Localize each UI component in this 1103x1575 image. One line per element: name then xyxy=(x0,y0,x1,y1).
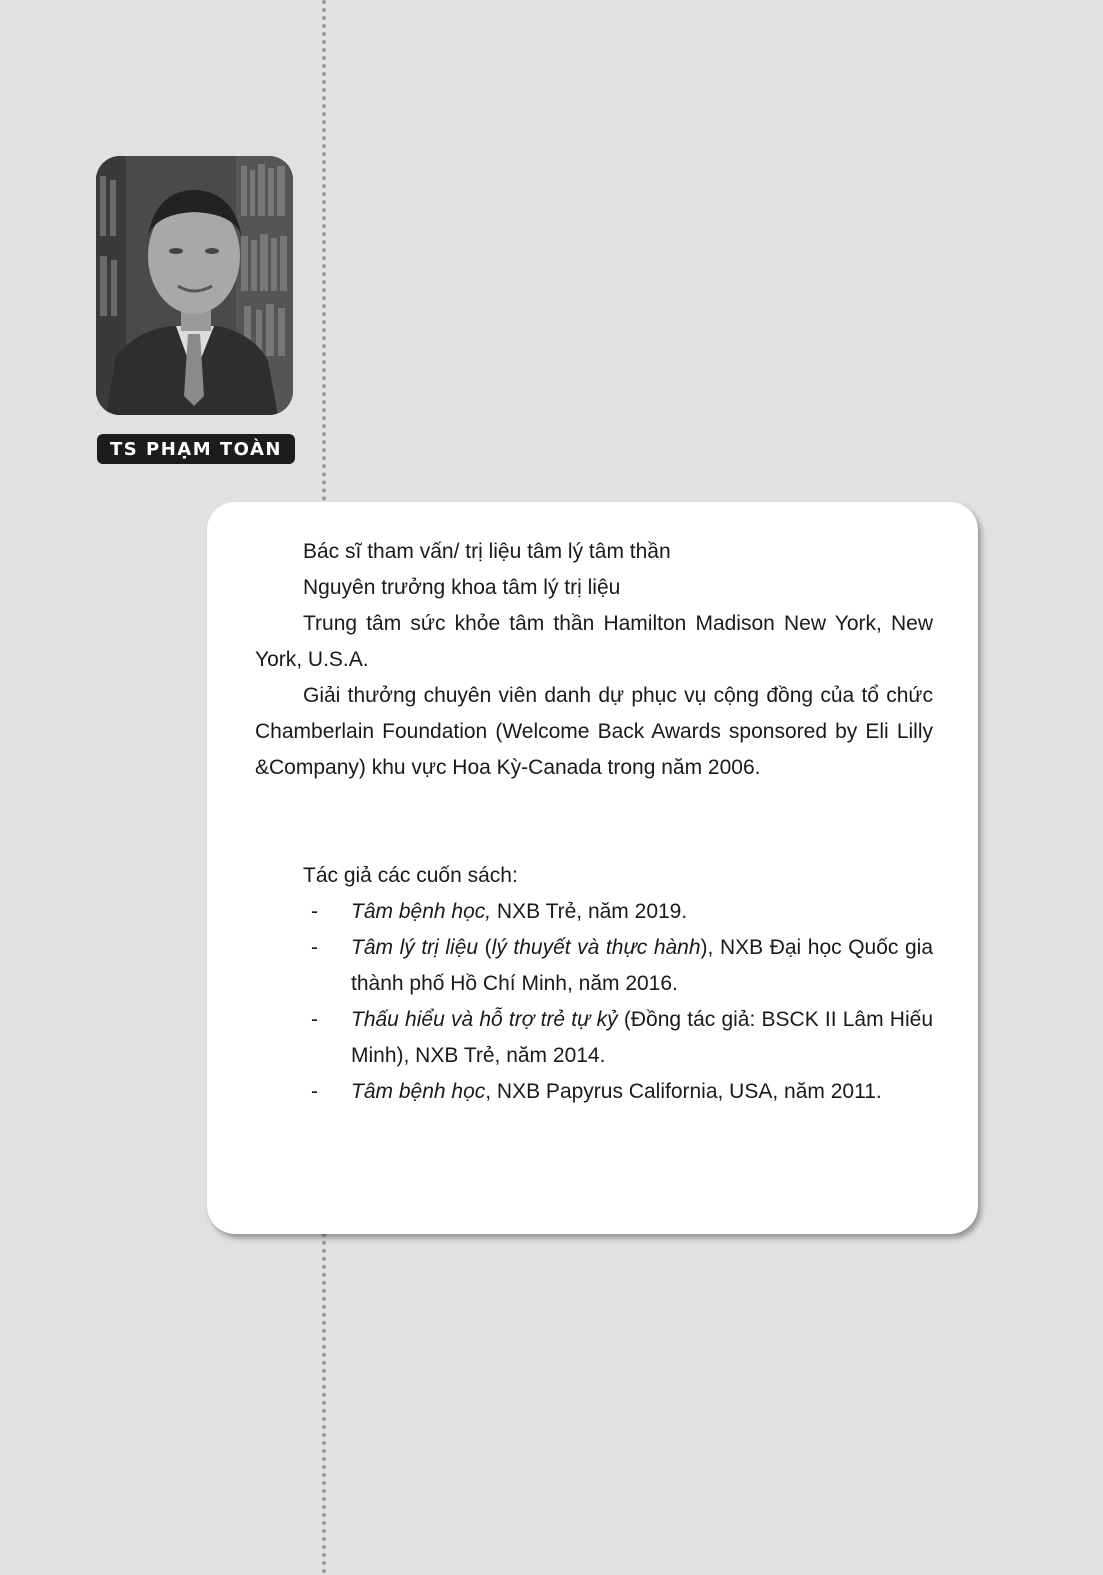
book-item xyxy=(255,894,933,930)
bio-line: Giải thưởng chuyên viên danh dự phục vụ cộng đồng của tổ chức Chamberlain Foundation (Welcome Back Awards sponsored by Eli Lilly &Company) khu vực Hoa Kỳ-Canada trong năm 2006. xyxy=(255,684,933,779)
books-heading: Tác giả các cuốn sách: xyxy=(303,864,518,887)
bio-line: Bác sĩ tham vấn/ trị liệu tâm lý tâm thần xyxy=(303,540,671,563)
book-title: Tâm bệnh học, xyxy=(351,900,492,923)
book-detail: , NXB Papyrus California, USA, năm 2011. xyxy=(485,1080,882,1103)
bio-content xyxy=(255,534,933,1110)
book-detail: ( xyxy=(478,936,492,959)
bio-line: Nguyên trưởng khoa tâm lý trị liệu xyxy=(303,576,621,599)
book-title: Thấu hiểu và hỗ trợ trẻ tự kỷ xyxy=(351,1008,618,1031)
list-dash: - xyxy=(311,1080,318,1103)
list-dash: - xyxy=(311,900,318,923)
bio-line: Trung tâm sức khỏe tâm thần Hamilton Madison New York, New York, U.S.A. xyxy=(255,612,933,671)
book-detail: ), NXB Đại học Quốc gia thành phố Hồ Chí Minh, năm 2016. xyxy=(351,936,934,995)
book-detail: NXB Trẻ, năm 2019. xyxy=(491,900,688,923)
book-detail: (Đồng tác giả: BSCK II Lâm Hiếu Minh), NXB Trẻ, năm 2014. xyxy=(351,1008,933,1067)
book-item xyxy=(255,930,933,1002)
bio-card xyxy=(207,502,978,1234)
list-dash: - xyxy=(311,1008,318,1031)
list-dash: - xyxy=(311,936,318,959)
books-list xyxy=(255,894,933,1110)
book-title: lý thuyết và thực hành xyxy=(491,936,701,959)
author-photo xyxy=(96,156,293,415)
book-title: Tâm lý trị liệu xyxy=(351,936,479,959)
book-item xyxy=(255,1002,933,1074)
book-item xyxy=(255,1074,933,1110)
book-title: Tâm bệnh học xyxy=(351,1080,486,1103)
author-name-badge: TS PHẠM TOÀN xyxy=(97,434,295,464)
